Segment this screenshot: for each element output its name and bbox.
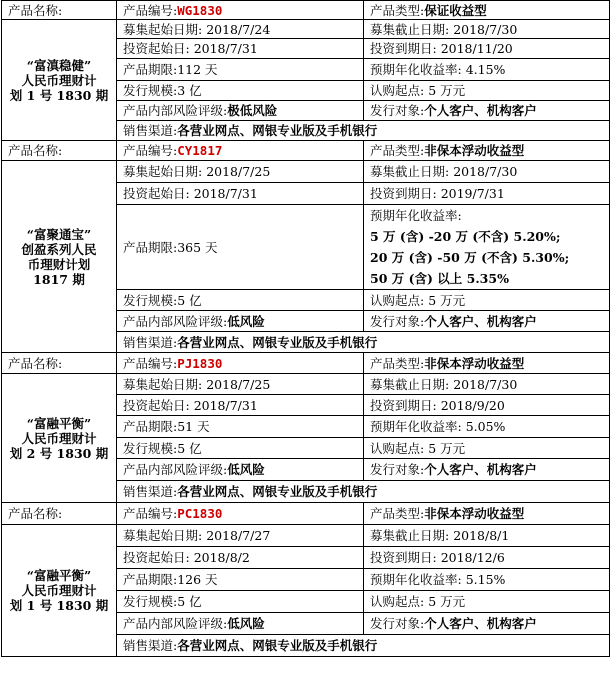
min-cell [364, 81, 610, 101]
yield-tier: 20 万 (含) -50 万 (不含) 5.30%; [370, 250, 570, 265]
invest-start-label: 投资起始日: [123, 397, 190, 413]
invest-start-label: 投资起始日: [123, 41, 190, 56]
channel: 各营业网点、网银专业版及手机银行 [177, 334, 378, 350]
min-amount: 5 万元 [428, 594, 466, 609]
yield-label: 预期年化收益率: [370, 419, 462, 434]
invest-start-label: 投资起始日: [123, 186, 190, 201]
product-code-label: 产品编号: [123, 355, 178, 371]
product-type-label: 产品类型: [370, 355, 425, 371]
raise-end-cell [364, 374, 610, 395]
risk-cell [117, 311, 364, 332]
product-type-cell [364, 1, 610, 20]
invest-end-label: 投资到期日: [370, 397, 437, 413]
raise-end-cell [364, 20, 610, 39]
channel-cell [117, 481, 610, 503]
invest-start: 2018/7/31 [193, 186, 258, 201]
yield: 5.15% [465, 572, 506, 587]
product-name-line: 人民币理财计 [21, 430, 97, 446]
term-label: 产品期限: [123, 419, 178, 434]
product-code: WG1830 [177, 2, 223, 18]
invest-start-cell [117, 39, 364, 59]
invest-end-cell [364, 395, 610, 416]
product-code-cell [117, 1, 364, 20]
risk-level: 低风险 [227, 313, 265, 329]
raise-end: 2018/7/30 [453, 21, 518, 37]
raise-start: 2018/7/25 [206, 164, 271, 179]
target: 个人客户、机构客户 [424, 462, 537, 477]
invest-start-label: 投资起始日: [123, 550, 190, 565]
min-label: 认购起点: [370, 594, 425, 609]
product-code-cell [117, 503, 364, 525]
raise-start: 2018/7/25 [206, 376, 271, 392]
yield-cell [364, 59, 610, 81]
product-type-label: 产品类型: [370, 2, 425, 18]
product-3-header-row [2, 353, 610, 374]
product-name-label: 产品名称: [2, 1, 117, 20]
scale-label: 发行规模: [123, 292, 178, 308]
yield: 5.05% [465, 419, 506, 434]
target-cell [364, 459, 610, 481]
raise-start-cell [117, 374, 364, 395]
raise-start-label: 募集起始日期: [123, 376, 203, 392]
raise-start: 2018/7/24 [206, 21, 271, 37]
raise-start-label: 募集起始日期: [123, 21, 203, 37]
target: 个人客户、机构客户 [424, 103, 537, 118]
yield: 4.15% [465, 62, 506, 77]
scale: 5 亿 [177, 594, 202, 609]
invest-end-cell [364, 183, 610, 205]
raise-start-label: 募集起始日期: [123, 164, 203, 179]
channel-cell [117, 332, 610, 353]
invest-end-label: 投资到期日: [370, 41, 437, 56]
raise-end-label: 募集截止日期: [370, 21, 450, 37]
raise-start: 2018/7/27 [206, 528, 271, 543]
product-code-label: 产品编号: [123, 506, 178, 521]
scale-label: 发行规模: [123, 83, 178, 98]
scale: 5 亿 [177, 440, 202, 456]
term: 112 天 [177, 62, 218, 77]
term-cell [117, 569, 364, 591]
term: 365 天 [177, 239, 218, 255]
product-name-line: 划 2 号 1830 期 [9, 445, 109, 461]
risk-level: 低风险 [227, 616, 265, 631]
risk-label: 产品内部风险评级: [123, 103, 228, 118]
yield-label: 预期年化收益率: [370, 208, 462, 223]
risk-label: 产品内部风险评级: [123, 313, 228, 329]
invest-start: 2018/8/2 [193, 550, 250, 565]
raise-start-label: 募集起始日期: [123, 528, 203, 543]
invest-start-cell [117, 395, 364, 416]
risk-cell [117, 101, 364, 121]
channel-label: 销售渠道: [123, 638, 178, 653]
invest-end: 2019/7/31 [440, 186, 505, 201]
term-label: 产品期限: [123, 62, 178, 77]
target-label: 发行对象: [370, 103, 425, 118]
product-code: PC1830 [177, 506, 223, 521]
channel: 各营业网点、网银专业版及手机银行 [177, 484, 378, 499]
product-name-line: 创盈系列人民 [21, 241, 97, 257]
product-type-cell [364, 141, 610, 161]
term-cell [117, 416, 364, 438]
target-cell [364, 101, 610, 121]
product-type-label: 产品类型: [370, 143, 425, 158]
raise-end-label: 募集截止日期: [370, 528, 450, 543]
min-cell [364, 591, 610, 613]
raise-start-cell [117, 161, 364, 183]
channel: 各营业网点、网银专业版及手机银行 [177, 638, 378, 653]
risk-cell [117, 613, 364, 635]
risk-cell [117, 459, 364, 481]
term-cell [117, 59, 364, 81]
term: 51 天 [177, 419, 210, 434]
yield-tiers-cell [364, 205, 610, 290]
product-type-cell [364, 503, 610, 525]
product-table [1, 0, 610, 657]
product-type: 保证收益型 [424, 2, 487, 18]
channel: 各营业网点、网银专业版及手机银行 [177, 123, 378, 138]
target-cell [364, 311, 610, 332]
min-amount: 5 万元 [428, 83, 466, 98]
invest-end-label: 投资到期日: [370, 186, 437, 201]
scale-cell [117, 591, 364, 613]
product-name-line: 人民币理财计 [21, 72, 97, 88]
product-type-cell [364, 353, 610, 374]
yield-cell [364, 569, 610, 591]
scale-cell [117, 438, 364, 459]
product-name-label: 产品名称: [2, 503, 117, 525]
product-type: 非保本浮动收益型 [424, 143, 525, 158]
product-name-cell [2, 161, 117, 353]
invest-end-cell [364, 39, 610, 59]
product-4-header-row [2, 503, 610, 525]
product-name-line: 划 1 号 1830 期 [9, 598, 109, 613]
product-name-line: “富融平衡” [26, 415, 92, 431]
min-amount: 5 万元 [428, 440, 466, 456]
raise-end-label: 募集截止日期: [370, 376, 450, 392]
product-code-cell [117, 141, 364, 161]
yield-tier: 5 万 (含) -20 万 (不含) 5.20%; [370, 229, 561, 244]
risk-level: 极低风险 [227, 103, 278, 118]
risk-level: 低风险 [227, 462, 265, 477]
product-code-cell [117, 353, 364, 374]
min-label: 认购起点: [370, 83, 425, 98]
scale-label: 发行规模: [123, 440, 178, 456]
invest-end: 2018/9/20 [440, 397, 505, 413]
invest-start-cell [117, 547, 364, 569]
raise-end: 2018/7/30 [453, 376, 518, 392]
product-name-label: 产品名称: [2, 141, 117, 161]
scale-label: 发行规模: [123, 594, 178, 609]
target-cell [364, 613, 610, 635]
scale: 3 亿 [177, 83, 202, 98]
invest-end: 2018/12/6 [440, 550, 505, 565]
invest-start-cell [117, 183, 364, 205]
risk-label: 产品内部风险评级: [123, 616, 228, 631]
product-name-line: 划 1 号 1830 期 [9, 87, 109, 103]
risk-label: 产品内部风险评级: [123, 462, 228, 477]
product-type: 非保本浮动收益型 [424, 355, 525, 371]
raise-end-cell [364, 161, 610, 183]
min-label: 认购起点: [370, 440, 425, 456]
scale: 5 亿 [177, 292, 202, 308]
product-code-label: 产品编号: [123, 2, 178, 18]
scale-cell [117, 290, 364, 311]
term-label: 产品期限: [123, 239, 178, 255]
channel-label: 销售渠道: [123, 484, 178, 499]
channel-label: 销售渠道: [123, 123, 178, 138]
raise-end: 2018/7/30 [453, 164, 518, 179]
raise-end-label: 募集截止日期: [370, 164, 450, 179]
yield-label: 预期年化收益率: [370, 62, 462, 77]
channel-cell [117, 121, 610, 141]
product-name-label: 产品名称: [2, 353, 117, 374]
invest-start: 2018/7/31 [193, 41, 258, 56]
invest-start: 2018/7/31 [193, 397, 258, 413]
product-name-cell [2, 374, 117, 503]
product-name-line: 1817 期 [33, 271, 85, 287]
target-label: 发行对象: [370, 616, 425, 631]
product-name-line: “富滇稳健” [26, 57, 92, 73]
yield-tier: 50 万 (含) 以上 5.35% [370, 271, 509, 286]
product-code: CY1817 [177, 143, 223, 158]
product-name-line: “富聚通宝” [26, 226, 92, 242]
min-cell [364, 290, 610, 311]
product-name-line: “富融平衡” [26, 568, 92, 583]
channel-cell [117, 635, 610, 657]
target: 个人客户、机构客户 [424, 616, 537, 631]
product-name-line: 人民币理财计 [21, 583, 97, 598]
invest-end-cell [364, 547, 610, 569]
term: 126 天 [177, 572, 218, 587]
invest-end: 2018/11/20 [440, 41, 513, 56]
min-cell [364, 438, 610, 459]
channel-label: 销售渠道: [123, 334, 178, 350]
invest-end-label: 投资到期日: [370, 550, 437, 565]
target-label: 发行对象: [370, 462, 425, 477]
product-1-header-row [2, 1, 610, 20]
yield-cell [364, 416, 610, 438]
min-amount: 5 万元 [428, 292, 466, 308]
product-name-cell [2, 20, 117, 141]
raise-start-cell [117, 20, 364, 39]
raise-start-cell [117, 525, 364, 547]
min-label: 认购起点: [370, 292, 425, 308]
term-cell [117, 205, 364, 290]
product-type: 非保本浮动收益型 [424, 506, 525, 521]
product-type-label: 产品类型: [370, 506, 425, 521]
product-2-header-row [2, 141, 610, 161]
target-label: 发行对象: [370, 313, 425, 329]
target: 个人客户、机构客户 [424, 313, 537, 329]
product-code: PJ1830 [177, 355, 223, 371]
yield-label: 预期年化收益率: [370, 572, 462, 587]
product-name-cell [2, 525, 117, 657]
scale-cell [117, 81, 364, 101]
term-label: 产品期限: [123, 572, 178, 587]
product-name-line: 币理财计划 [27, 256, 91, 272]
raise-end: 2018/8/1 [453, 528, 510, 543]
raise-end-cell [364, 525, 610, 547]
product-code-label: 产品编号: [123, 143, 178, 158]
